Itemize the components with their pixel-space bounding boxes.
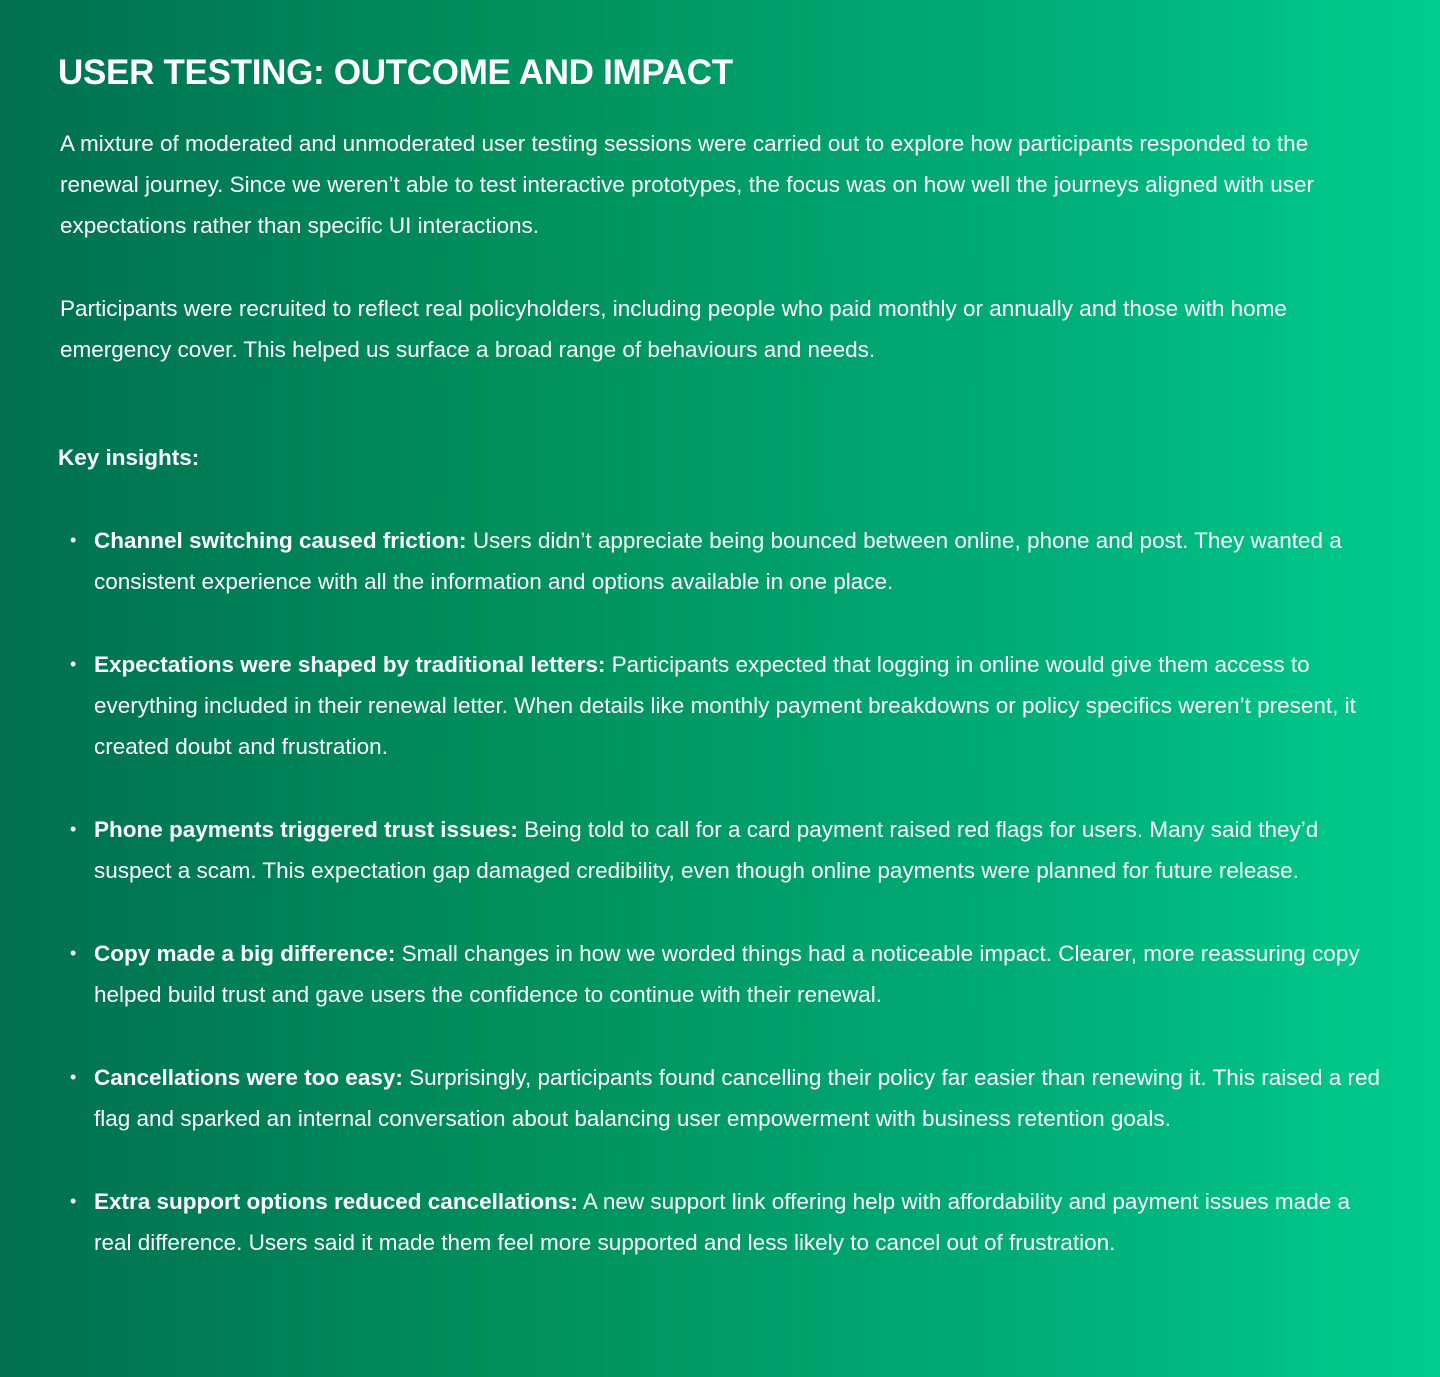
insight-title: Channel switching caused friction: — [94, 528, 467, 554]
insight-title: Cancellations were too easy: — [94, 1064, 403, 1090]
bullet-icon: • — [70, 653, 77, 674]
bullet-icon: • — [70, 1190, 77, 1211]
insight-text: Surprisingly, participants found cancelling their policy far easier than renewing it. This raised a red flag and sparked an internal conversation about balancing user empowerment with business retention goals. — [94, 1064, 1381, 1132]
recruitment-paragraph: Participants were recruited to reflect real policyholders, including people who paid monthly or annually and those with home emergency cover. This helped us surface a broad range of behaviours and needs. — [60, 295, 1287, 362]
insight-item — [70, 1181, 1382, 1263]
insight-title: Expectations were shaped by traditional letters: — [94, 651, 606, 677]
insight-text: A new support link offering help with affordability and payment issues made a real difference. Users said it made them feel more supported and less likely to cancel out of frustration. — [94, 1188, 1350, 1255]
insight-title: Phone payments triggered trust issues: — [94, 817, 518, 843]
bullet-icon: • — [70, 819, 77, 840]
key-insights-heading: Key insights: — [58, 445, 200, 471]
bullet-icon: • — [70, 1066, 77, 1087]
insight-item — [70, 809, 1382, 891]
insight-text: Being told to call for a card payment raised red flags for users. Many said they’d suspect a scam. This expectation gap damaged credibility, even though online payments were planned for future release. — [94, 817, 1319, 884]
insights-list — [58, 520, 1382, 1263]
section-title: USER TESTING: OUTCOME AND IMPACT — [58, 53, 733, 92]
insight-item — [70, 520, 1382, 602]
insight-text: Small changes in how we worded things had a noticeable impact. Clearer, more reassuring copy helped build trust and gave users the confidence to continue with their renewal. — [94, 940, 1360, 1008]
insight-text: Participants expected that logging in online would give them access to everything included in their renewal letter. When details like monthly payment breakdowns or policy specifics weren’t present, it created doubt and frustration. — [94, 651, 1356, 760]
insight-item — [70, 1057, 1382, 1139]
intro-paragraph: A mixture of moderated and unmoderated user testing sessions were carried out to explore how participants responded to the renewal journey. Since we weren’t able to test interactive prototypes, the focus was on how well the journeys aligned with user expectations rather than specific UI interactions. — [60, 131, 1315, 239]
bullet-icon: • — [70, 530, 77, 551]
insight-item — [70, 933, 1382, 1015]
insight-title: Extra support options reduced cancellations: — [94, 1188, 578, 1214]
insight-item — [70, 644, 1382, 768]
bullet-icon: • — [70, 942, 77, 963]
insight-title: Copy made a big difference: — [94, 940, 396, 966]
insight-text: Users didn’t appreciate being bounced between online, phone and post. They wanted a consistent experience with all the information and options available in one place. — [94, 528, 1342, 595]
